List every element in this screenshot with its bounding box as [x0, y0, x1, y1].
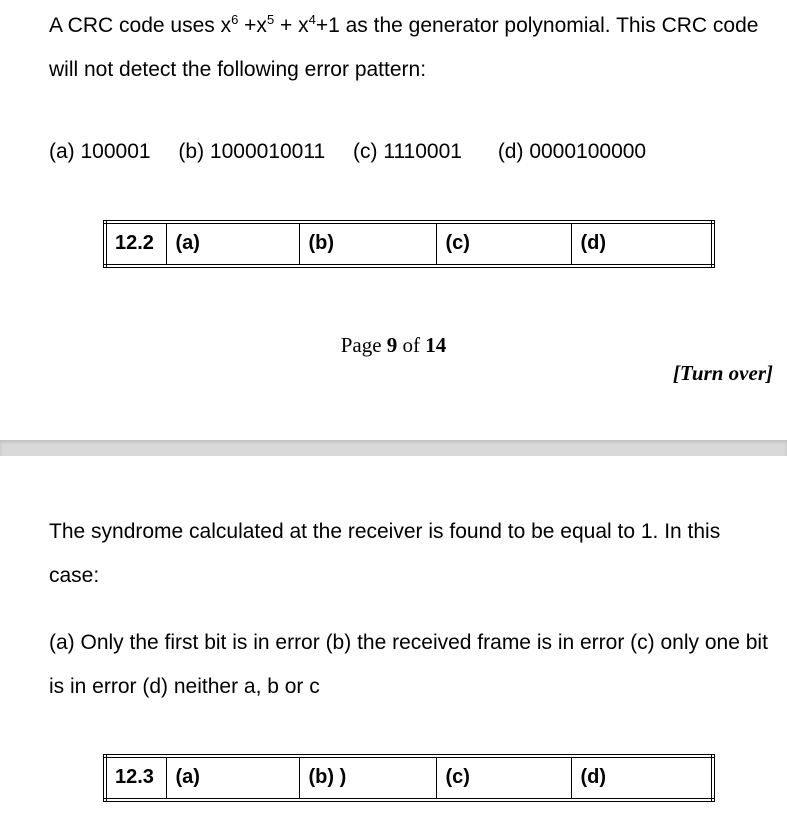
question-12-3-options: (a) Only the first bit is in error (b) the received frame is in error (c) only one bit is in error (d) neither a, b or c [49, 631, 768, 698]
option-d: (d) 0000100000 [497, 140, 647, 163]
answer-cell-c[interactable]: (c) [437, 222, 572, 266]
answer-cell-d[interactable]: (d) [572, 222, 713, 266]
option-c: (c) 1110001 [353, 140, 462, 163]
question-12-3-text: The syndrome calculated at the receiver is found to be equal to 1. In this case: [49, 520, 721, 587]
page-footer: Page 9 of 14 [340, 333, 447, 357]
answer-cell-a[interactable]: (a) [167, 756, 300, 800]
question-number: 12.3 [105, 756, 167, 800]
answer-table-12-3 [103, 754, 715, 802]
answer-cell-d[interactable]: (d) [572, 756, 713, 800]
page-separator [0, 440, 787, 456]
question-12-2-text: A CRC code uses $x^6 +x^5 + x^4+1$ as the generator polynomial. This CRC code will not detect the following error pattern: [49, 12, 759, 81]
question-12-2-options [49, 130, 769, 174]
answer-table-12-2 [103, 220, 715, 268]
question-number: 12.2 [105, 222, 167, 266]
option-b: (b) 1000010011 [178, 140, 326, 163]
answer-cell-a[interactable]: (a) [167, 222, 300, 266]
answer-cell-b[interactable]: (b) [300, 222, 437, 266]
option-a: (a) 100001 [49, 140, 151, 163]
answer-cell-c[interactable]: (c) [437, 756, 572, 800]
answer-cell-b[interactable]: (b) ) [300, 756, 437, 800]
turn-over-label: [Turn over] [672, 361, 773, 385]
